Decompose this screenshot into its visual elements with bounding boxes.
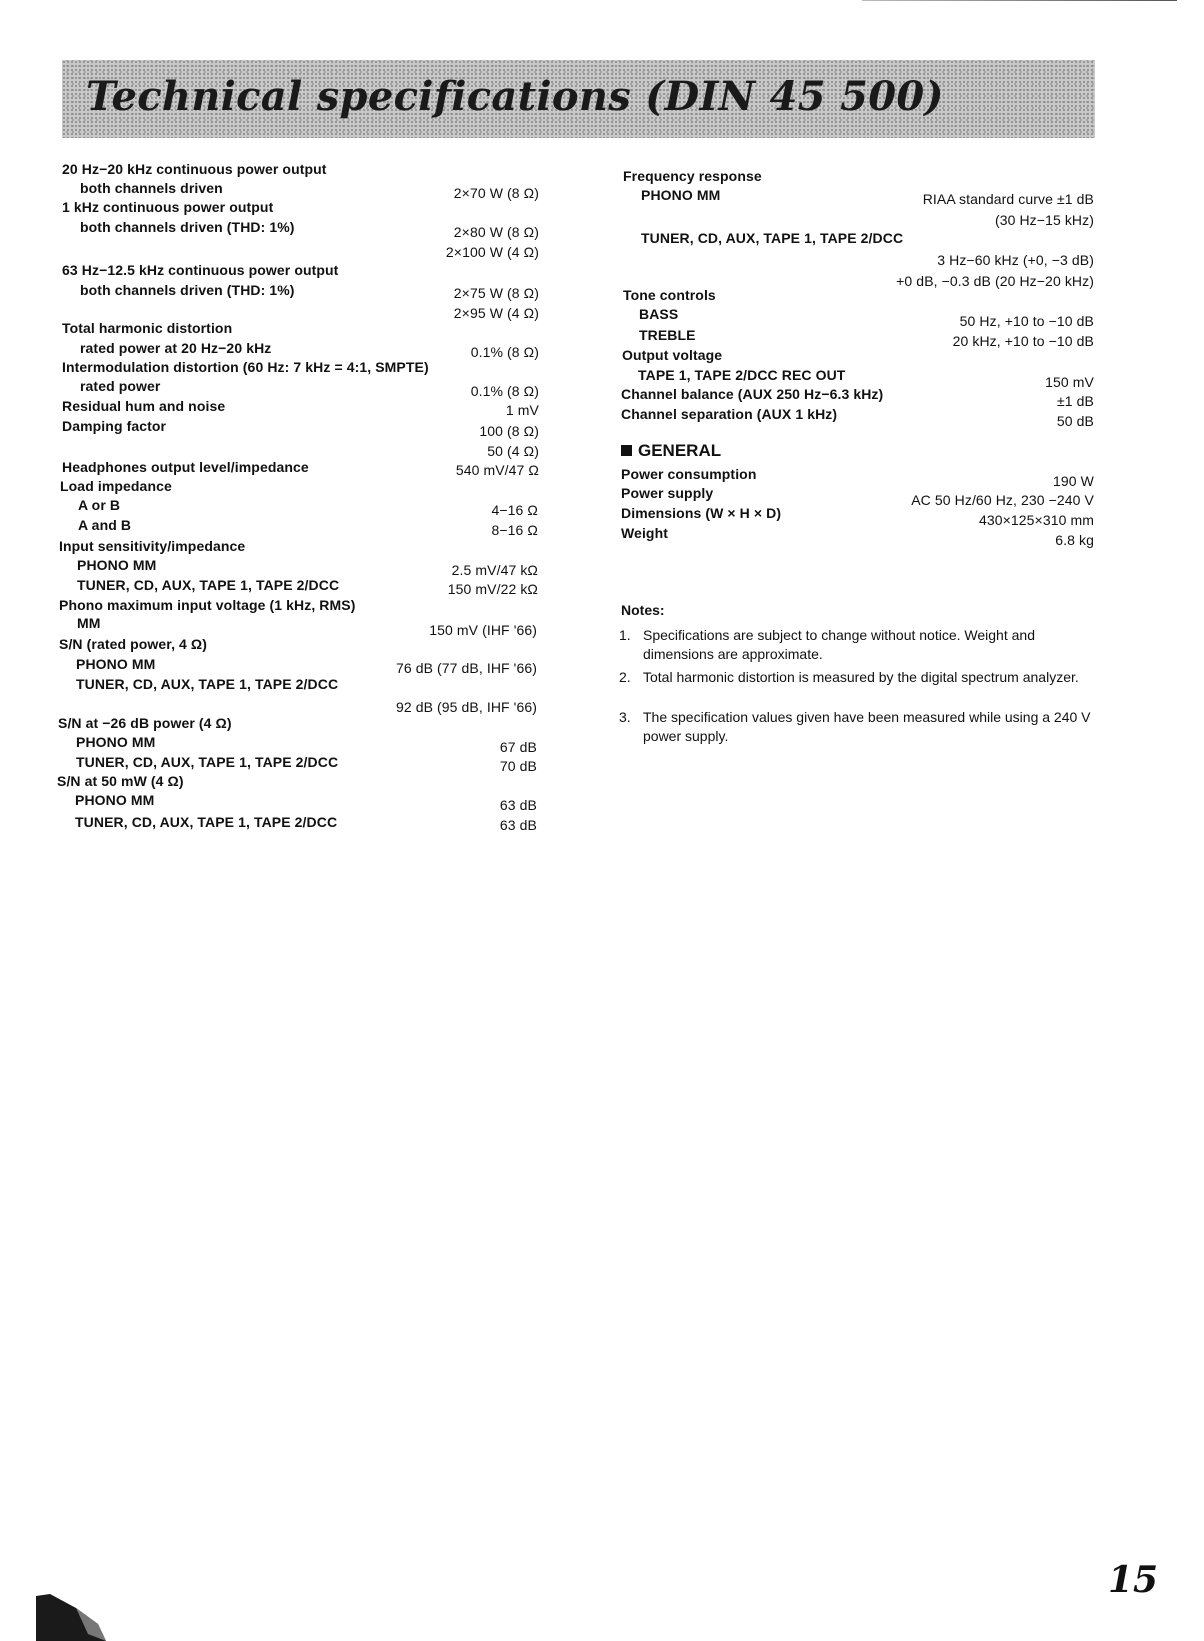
spec-label: Input sensitivity/impedance xyxy=(59,538,246,554)
page-title: Technical specifications (DIN 45 500) xyxy=(86,73,944,120)
general-section-heading xyxy=(621,441,721,461)
spec-value: 63 dB xyxy=(499,797,537,813)
spec-label: Channel separation (AUX 1 kHz) xyxy=(621,406,838,422)
spec-label: TUNER, CD, AUX, TAPE 1, TAPE 2/DCC xyxy=(641,230,904,246)
spec-label: Load impedance xyxy=(60,478,172,494)
spec-label: rated power at 20 Hz−20 kHz xyxy=(80,340,272,356)
spec-value: 1 mV xyxy=(505,402,539,418)
spec-value: 150 mV xyxy=(1045,374,1094,390)
spec-value: 2×80 W (8 Ω) xyxy=(453,224,539,240)
square-bullet-icon xyxy=(621,445,632,456)
spec-value: (30 Hz−15 kHz) xyxy=(994,212,1094,228)
spec-label: 1 kHz continuous power output xyxy=(62,199,274,215)
spec-label: A and B xyxy=(78,517,132,533)
spec-label: PHONO MM xyxy=(76,734,156,750)
spec-value: 150 mV (IHF '66) xyxy=(429,622,537,638)
general-label: Power supply xyxy=(621,485,714,501)
spec-label: S/N at 50 mW (4 Ω) xyxy=(57,773,184,789)
note-text: Total harmonic distortion is measured by the digital spectrum analyzer. xyxy=(643,669,1079,685)
spec-label: TUNER, CD, AUX, TAPE 1, TAPE 2/DCC xyxy=(75,814,338,830)
spec-value: 100 (8 Ω) xyxy=(479,423,539,439)
spec-label: Damping factor xyxy=(62,418,167,434)
spec-label: PHONO MM xyxy=(641,187,721,203)
spec-label: both channels driven (THD: 1%) xyxy=(80,219,295,235)
spec-label: both channels driven (THD: 1%) xyxy=(80,282,295,298)
spec-label: S/N at −26 dB power (4 Ω) xyxy=(58,715,232,731)
page-number: 15 xyxy=(1108,1559,1159,1601)
general-value: 430×125×310 mm xyxy=(978,512,1094,528)
note-number: 3. xyxy=(619,709,631,725)
corner-scan-mark-icon xyxy=(36,1594,106,1641)
spec-label: TUNER, CD, AUX, TAPE 1, TAPE 2/DCC xyxy=(76,676,339,692)
general-label: Power consumption xyxy=(621,466,757,482)
spec-value: 2×95 W (4 Ω) xyxy=(453,305,539,321)
spec-label: both channels driven xyxy=(80,180,223,196)
general-label: Weight xyxy=(621,525,669,541)
general-value: 190 W xyxy=(1053,473,1094,489)
spec-label: A or B xyxy=(78,497,121,513)
spec-value: 2×70 W (8 Ω) xyxy=(453,185,539,201)
general-value: 6.8 kg xyxy=(1055,532,1094,548)
spec-value: 20 kHz, +10 to −10 dB xyxy=(952,333,1094,349)
spec-column-right xyxy=(600,0,1204,1641)
spec-label: Residual hum and noise xyxy=(62,398,226,414)
spec-value: 50 (4 Ω) xyxy=(487,443,539,459)
spec-label: Intermodulation distortion (60 Hz: 7 kHz = 4:1, SMPTE) xyxy=(62,359,429,375)
spec-label: BASS xyxy=(639,306,679,322)
spec-value: 2.5 mV/47 kΩ xyxy=(451,562,538,578)
note-text: Specifications are subject to change without notice. Weight and dimensions are approximate. xyxy=(643,627,1035,662)
spec-value: 150 mV/22 kΩ xyxy=(447,581,538,597)
spec-label: PHONO MM xyxy=(76,656,156,672)
spec-value: 540 mV/47 Ω xyxy=(455,462,539,478)
spec-label: Output voltage xyxy=(622,347,723,363)
spec-label: PHONO MM xyxy=(75,792,155,808)
spec-value: 4−16 Ω xyxy=(491,502,538,518)
spec-value: 50 Hz, +10 to −10 dB xyxy=(959,313,1094,329)
note-number: 1. xyxy=(619,627,631,643)
spec-label: TAPE 1, TAPE 2/DCC REC OUT xyxy=(638,367,846,383)
spec-label: Tone controls xyxy=(623,287,716,303)
note-text: The specification values given have been measured while using a 240 V power supply. xyxy=(643,709,1091,744)
spec-label: TREBLE xyxy=(639,327,696,343)
general-label: Dimensions (W × H × D) xyxy=(621,505,782,521)
spec-label: Channel balance (AUX 250 Hz−6.3 kHz) xyxy=(621,386,884,402)
note-item xyxy=(619,708,1099,748)
spec-label: Total harmonic distortion xyxy=(62,320,233,336)
spec-label: 20 Hz−20 kHz continuous power output xyxy=(62,161,327,177)
general-value: AC 50 Hz/60 Hz, 230 −240 V xyxy=(911,492,1094,508)
general-heading-text: GENERAL xyxy=(638,441,722,460)
note-item xyxy=(619,626,1099,666)
spec-label: MM xyxy=(77,615,101,631)
spec-value: 70 dB xyxy=(499,758,537,774)
spec-label: TUNER, CD, AUX, TAPE 1, TAPE 2/DCC xyxy=(76,754,339,770)
spec-value: 2×75 W (8 Ω) xyxy=(453,285,539,301)
spec-label: PHONO MM xyxy=(77,557,157,573)
spec-label: Headphones output level/impedance xyxy=(62,459,309,475)
spec-value: 0.1% (8 Ω) xyxy=(470,383,539,399)
spec-value: 50 dB xyxy=(1056,413,1094,429)
spec-value: 92 dB (95 dB, IHF '66) xyxy=(395,699,537,715)
spec-label: Phono maximum input voltage (1 kHz, RMS) xyxy=(59,597,356,613)
spec-label: 63 Hz−12.5 kHz continuous power output xyxy=(62,262,339,278)
spec-label: Frequency response xyxy=(623,168,762,184)
spec-value: 0.1% (8 Ω) xyxy=(470,344,539,360)
note-number: 2. xyxy=(619,669,631,685)
spec-value: 3 Hz−60 kHz (+0, −3 dB) xyxy=(937,252,1094,268)
spec-label: S/N (rated power, 4 Ω) xyxy=(59,636,208,652)
spec-value: ±1 dB xyxy=(1057,393,1094,409)
spec-value: 8−16 Ω xyxy=(491,522,538,538)
spec-column-left xyxy=(0,0,600,1641)
spec-label: rated power xyxy=(80,378,161,394)
spec-value: 67 dB xyxy=(499,739,537,755)
spec-value: +0 dB, −0.3 dB (20 Hz−20 kHz) xyxy=(896,273,1094,289)
notes-heading: Notes: xyxy=(621,602,665,618)
spec-value: 63 dB xyxy=(499,817,537,833)
spec-value: 2×100 W (4 Ω) xyxy=(445,244,539,260)
note-item xyxy=(619,668,1099,708)
spec-value: 76 dB (77 dB, IHF '66) xyxy=(395,660,537,676)
spec-value: RIAA standard curve ±1 dB xyxy=(922,191,1094,207)
spec-label: TUNER, CD, AUX, TAPE 1, TAPE 2/DCC xyxy=(77,577,340,593)
